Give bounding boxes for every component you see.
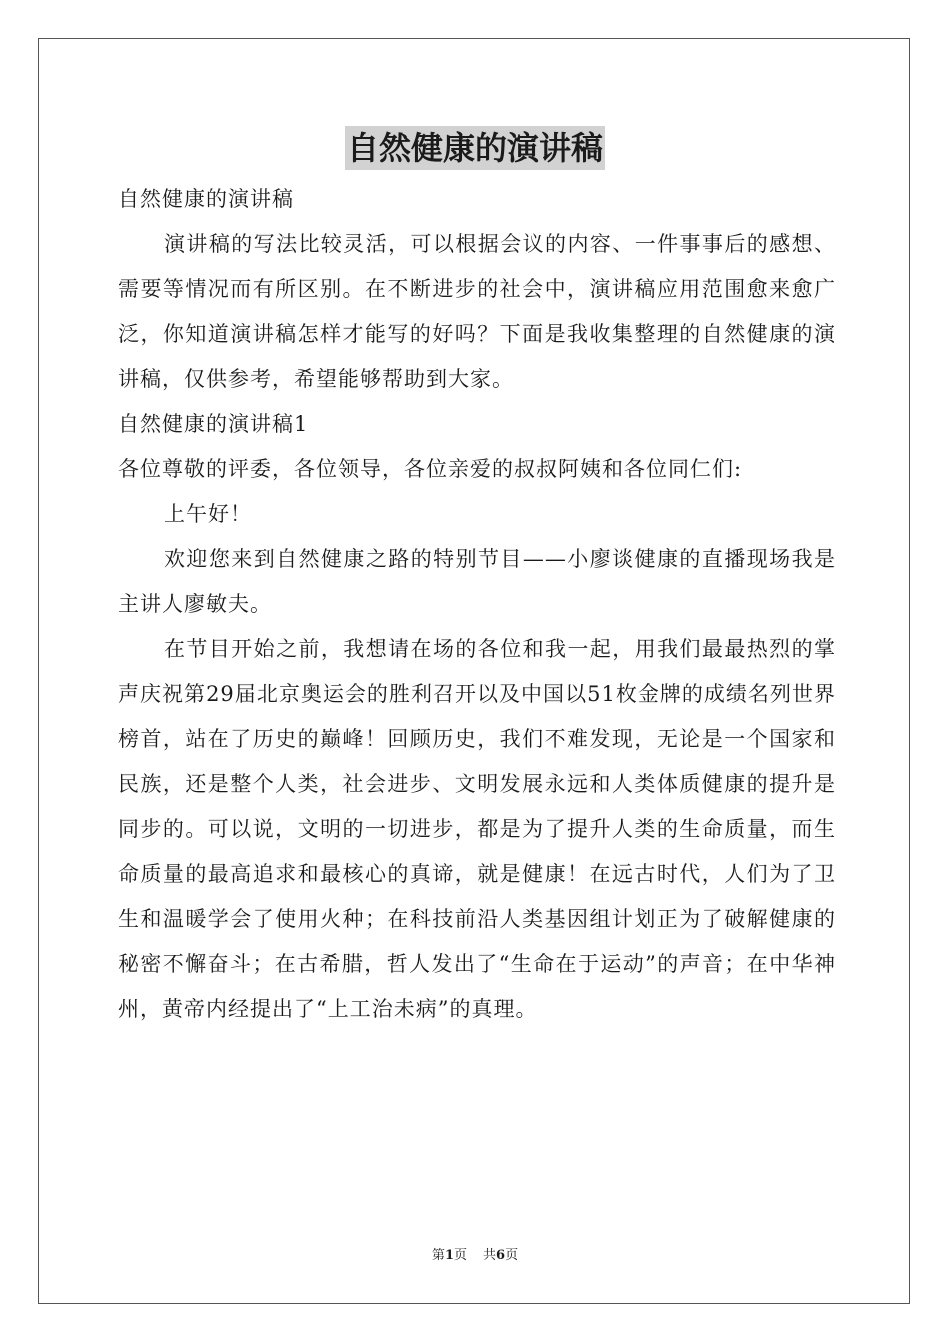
document-title-text: 自然健康的演讲稿 <box>345 126 605 170</box>
section-heading: 自然健康的演讲稿1 <box>118 412 309 436</box>
paragraph: 欢迎您来到自然健康之路的特别节目——小廖谈健康的直播现场我是主讲人廖敏夫。 <box>118 547 836 616</box>
total-prefix: 共 <box>483 1248 497 1263</box>
paragraph: 上午好！ <box>164 502 252 526</box>
page-number: 1 <box>444 1248 454 1263</box>
paragraph: 自然健康的演讲稿 <box>118 187 294 211</box>
total-suffix: 页 <box>505 1248 519 1263</box>
paragraph: 演讲稿的写法比较灵活，可以根据会议的内容、一件事事后的感想、需要等情况而有所区别。在不断进步的社会中，演讲稿应用范围愈来愈广泛，你知道演讲稿怎样才能写的好吗？下面是我收集整理的自然健康的演讲稿，仅供参考，希望能够帮助到大家。 <box>118 232 836 391</box>
page-footer <box>0 1247 950 1265</box>
document-body <box>118 177 836 1032</box>
total-pages: 6 <box>496 1248 506 1263</box>
document-title <box>0 126 950 170</box>
page-suffix: 页 <box>453 1248 467 1263</box>
page-prefix: 第 <box>431 1248 445 1263</box>
paragraph: 在节目开始之前，我想请在场的各位和我一起，用我们最最热烈的掌声庆祝第29届北京奥运会的胜利召开以及中国以51枚金牌的成绩名列世界榜首，站在了历史的巅峰！回顾历史，我们不难发现，无论是一个国家和民族，还是整个人类，社会进步、文明发展永远和人类体质健康的提升是同步的。可以说，文明的一切进步，都是为了提升人类的生命质量，而生命质量的最高追求和最核心的真谛，就是健康！在远古时代，人们为了卫生和温暖学会了使用火种；在科技前沿人类基因组计划正为了破解健康的秘密不懈奋斗；在古希腊，哲人发出了“生命在于运动”的声音；在中华神州，黄帝内经提出了“上工治未病”的真理。 <box>118 637 836 1021</box>
paragraph: 各位尊敬的评委，各位领导，各位亲爱的叔叔阿姨和各位同仁们: <box>118 457 743 481</box>
